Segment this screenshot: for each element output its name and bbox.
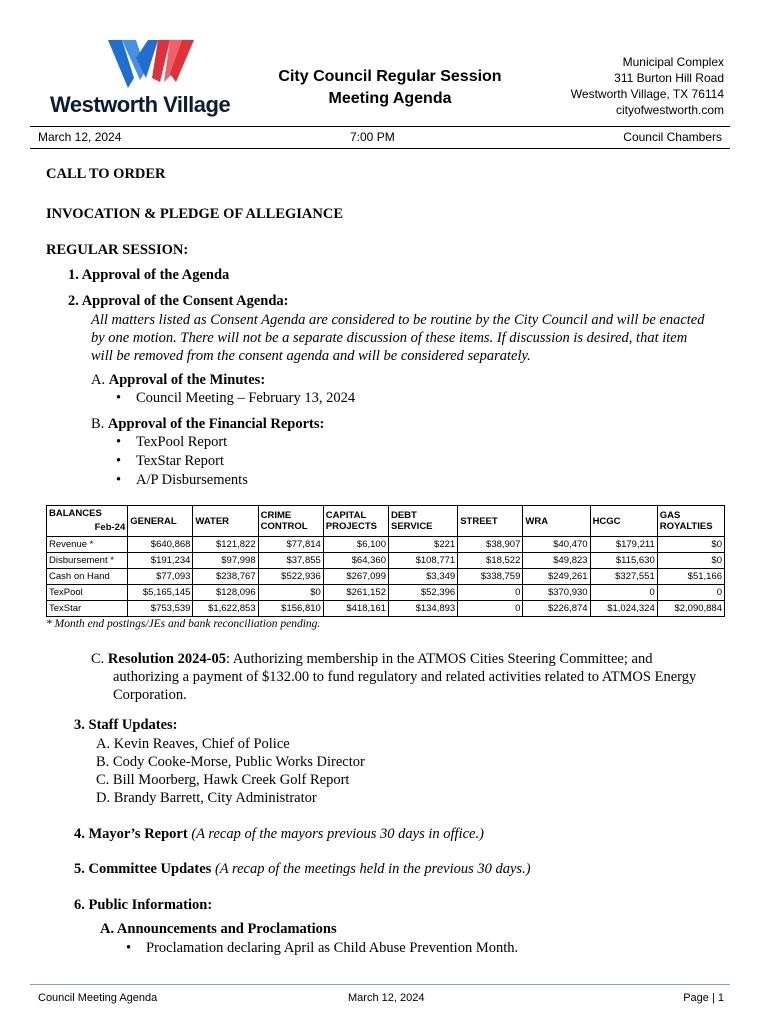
footer-date: March 12, 2024 bbox=[348, 992, 425, 1004]
sub-item-6a: A. Announcements and Proclamations bbox=[100, 921, 337, 937]
corner-header-date: Feb-24 bbox=[94, 522, 126, 533]
table-cell: $18,522 bbox=[458, 553, 523, 569]
table-cell: $327,551 bbox=[590, 569, 657, 585]
regular-session-heading: REGULAR SESSION: bbox=[46, 242, 189, 258]
table-cell: $52,396 bbox=[388, 585, 457, 601]
column-header: CRIME CONTROL bbox=[258, 506, 323, 537]
table-cell: $753,539 bbox=[128, 601, 193, 617]
table-cell: $49,823 bbox=[523, 553, 590, 569]
address-line: Municipal Complex bbox=[622, 55, 724, 69]
agenda-item-1: 1. Approval of the Agenda bbox=[68, 267, 230, 283]
column-header: DEBT SERVICE bbox=[388, 506, 457, 537]
title-line-2: Meeting Agenda bbox=[328, 90, 452, 107]
list-item: • A/P Disbursements bbox=[136, 472, 248, 489]
table-cell: $97,998 bbox=[193, 553, 258, 569]
agenda-item-6: 6. Public Information: bbox=[74, 897, 213, 913]
sub-item-label: B. bbox=[91, 416, 105, 432]
staff-list bbox=[96, 735, 365, 807]
mayors-report-note: (A recap of the mayors previous 30 days in office.) bbox=[187, 826, 484, 842]
meeting-time: 7:00 PM bbox=[350, 130, 395, 144]
table-cell: $108,771 bbox=[388, 553, 457, 569]
table-cell: $121,822 bbox=[193, 537, 258, 553]
table-cell: $37,855 bbox=[258, 553, 323, 569]
column-header: STREET bbox=[458, 506, 523, 537]
row-label: Revenue * bbox=[47, 537, 128, 553]
sub-item-title: Approval of the Minutes: bbox=[108, 372, 266, 388]
table-cell: $238,767 bbox=[193, 569, 258, 585]
corner-header-top: BALANCES bbox=[49, 508, 102, 519]
address-line: Westworth Village, TX 76114 bbox=[570, 87, 724, 101]
consent-note-line: All matters listed as Consent Agenda are considered to be routine by the City Council and will be enacted bbox=[91, 312, 705, 328]
list-item: A. Kevin Reaves, Chief of Police bbox=[96, 736, 290, 752]
sub-item-c bbox=[91, 650, 727, 704]
table-cell: $640,868 bbox=[128, 537, 193, 553]
table-header-row bbox=[47, 506, 725, 537]
table-cell: $191,234 bbox=[128, 553, 193, 569]
table-cell: $0 bbox=[657, 537, 724, 553]
table-cell: $0 bbox=[258, 585, 323, 601]
agenda-item-2: 2. Approval of the Consent Agenda: bbox=[68, 293, 289, 309]
table-row bbox=[47, 537, 725, 553]
header-divider bbox=[30, 148, 730, 149]
table-cell: $2,090,884 bbox=[657, 601, 724, 617]
website-link[interactable]: cityofwestworth.com bbox=[615, 103, 724, 117]
table-cell: $1,024,324 bbox=[590, 601, 657, 617]
table-cell: $522,936 bbox=[258, 569, 323, 585]
table-cell: $77,814 bbox=[258, 537, 323, 553]
table-cell: $221 bbox=[388, 537, 457, 553]
column-header: WATER bbox=[193, 506, 258, 537]
table-cell: $249,261 bbox=[523, 569, 590, 585]
logo-text: Westworth Village bbox=[50, 92, 231, 117]
column-header: GAS ROYALTIES bbox=[657, 506, 724, 537]
table-cell: $267,099 bbox=[323, 569, 388, 585]
committee-updates-title: 5. Committee Updates bbox=[74, 861, 212, 877]
table-cell: $261,152 bbox=[323, 585, 388, 601]
table-cell: $115,630 bbox=[590, 553, 657, 569]
address-line: 311 Burton Hill Road bbox=[614, 71, 724, 85]
list-item: • Proclamation declaring April as Child Abuse Prevention Month. bbox=[146, 940, 518, 957]
call-to-order-heading: CALL TO ORDER bbox=[46, 166, 166, 182]
title-line-1: City Council Regular Session bbox=[278, 68, 502, 85]
table-cell: $0 bbox=[657, 553, 724, 569]
table-row bbox=[47, 585, 725, 601]
agenda-item-5 bbox=[74, 860, 531, 878]
table-cell: $40,470 bbox=[523, 537, 590, 553]
table-cell: $134,893 bbox=[388, 601, 457, 617]
table-cell: $418,161 bbox=[323, 601, 388, 617]
footer-title: Council Meeting Agenda bbox=[38, 992, 158, 1004]
page-number: Page | 1 bbox=[683, 992, 724, 1004]
resolution-number: Resolution 2024-05 bbox=[107, 651, 226, 667]
list-item: C. Bill Moorberg, Hawk Creek Golf Report bbox=[96, 772, 350, 788]
committee-updates-note: (A recap of the meetings held in the previous 30 days.) bbox=[211, 861, 531, 877]
table-cell: $77,093 bbox=[128, 569, 193, 585]
table-cell: 0 bbox=[657, 585, 724, 601]
list-item: • Council Meeting – February 13, 2024 bbox=[136, 390, 355, 407]
mayors-report-title: 4. Mayor’s Report bbox=[74, 826, 188, 842]
table-row bbox=[47, 553, 725, 569]
column-header: CAPITAL PROJECTS bbox=[323, 506, 388, 537]
consent-agenda-note bbox=[91, 311, 731, 365]
table-cell: $6,100 bbox=[323, 537, 388, 553]
table-footnote: * Month end postings/JEs and bank reconciliation pending. bbox=[46, 618, 321, 630]
header-divider bbox=[30, 126, 730, 127]
meeting-location: Council Chambers bbox=[623, 130, 722, 144]
sub-item-b bbox=[91, 415, 324, 433]
list-item: B. Cody Cooke-Morse, Public Works Director bbox=[96, 754, 365, 770]
column-header: GENERAL bbox=[128, 506, 193, 537]
table-row bbox=[47, 569, 725, 585]
column-header: HCGC bbox=[590, 506, 657, 537]
table-cell: $226,874 bbox=[523, 601, 590, 617]
row-label: TexPool bbox=[47, 585, 128, 601]
agenda-item-4 bbox=[74, 825, 484, 843]
table-cell: 0 bbox=[590, 585, 657, 601]
table-cell: $3,349 bbox=[388, 569, 457, 585]
list-item: D. Brandy Barrett, City Administrator bbox=[96, 790, 317, 806]
table-cell: $128,096 bbox=[193, 585, 258, 601]
row-label: Disbursement * bbox=[47, 553, 128, 569]
table-cell: $38,907 bbox=[458, 537, 523, 553]
row-label: TexStar bbox=[47, 601, 128, 617]
page-title bbox=[260, 66, 520, 110]
sub-item-a bbox=[91, 371, 265, 389]
meeting-date: March 12, 2024 bbox=[38, 130, 122, 144]
resolution-text: authorizing a payment of $132.00 to fund regulatory and related activities related to ATMOS Energy bbox=[113, 669, 697, 685]
table-cell: $64,360 bbox=[323, 553, 388, 569]
table-cell: $338,759 bbox=[458, 569, 523, 585]
table-cell: $156,810 bbox=[258, 601, 323, 617]
address-block bbox=[571, 54, 724, 118]
resolution-text: Corporation. bbox=[113, 687, 187, 703]
consent-note-line: will be removed from the consent agenda and will be considered separately. bbox=[91, 348, 531, 364]
sub-item-label: A. bbox=[91, 372, 106, 388]
balances-table bbox=[46, 505, 725, 617]
list-item: • TexPool Report bbox=[136, 434, 227, 451]
agenda-item-3: 3. Staff Updates: bbox=[74, 717, 178, 733]
column-header: WRA bbox=[523, 506, 590, 537]
table-cell: 0 bbox=[458, 585, 523, 601]
list-item: • TexStar Report bbox=[136, 453, 224, 470]
table-cell: $5,165,145 bbox=[128, 585, 193, 601]
row-label: Cash on Hand bbox=[47, 569, 128, 585]
corner-header bbox=[47, 506, 128, 537]
table-cell: $1,622,853 bbox=[193, 601, 258, 617]
table-row bbox=[47, 601, 725, 617]
sub-item-label: C. bbox=[91, 651, 105, 667]
table-cell: $179,211 bbox=[590, 537, 657, 553]
table-cell: $51,166 bbox=[657, 569, 724, 585]
footer-divider bbox=[30, 984, 730, 985]
table-cell: $370,930 bbox=[523, 585, 590, 601]
sub-item-title: Approval of the Financial Reports: bbox=[107, 416, 325, 432]
invocation-heading: INVOCATION & PLEDGE OF ALLEGIANCE bbox=[46, 206, 343, 222]
consent-note-line: by one motion. There will not be a separate discussion of these items. If discussion is desired, that item bbox=[91, 330, 688, 346]
resolution-text: : Authorizing membership in the ATMOS Cities Steering Committee; and bbox=[225, 651, 653, 667]
table-cell: 0 bbox=[458, 601, 523, 617]
